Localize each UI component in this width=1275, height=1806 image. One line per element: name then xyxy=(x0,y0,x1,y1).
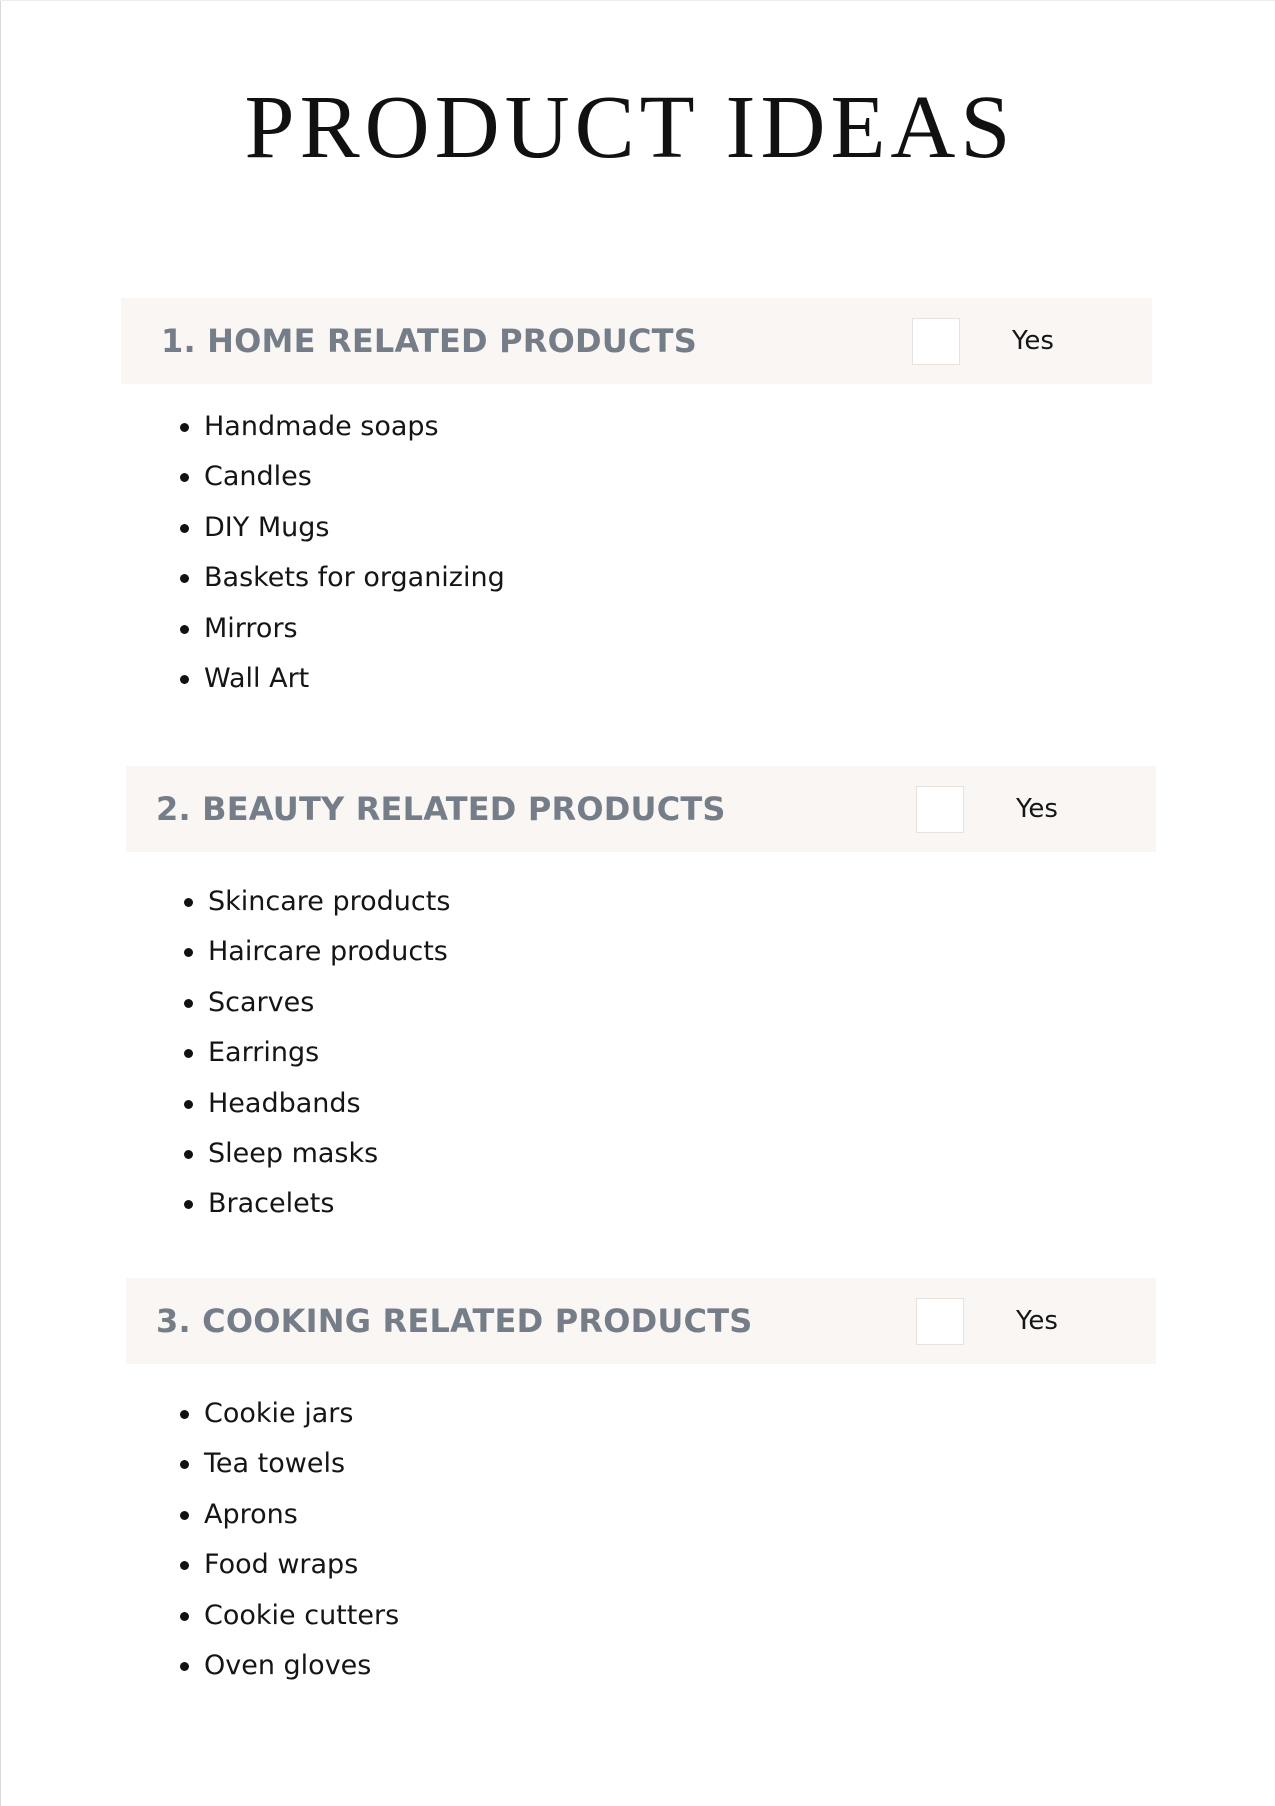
bullet-icon xyxy=(180,423,189,432)
page-title: PRODUCT IDEAS xyxy=(244,78,1016,177)
list-item xyxy=(184,978,450,1028)
item-text: Baskets for organizing xyxy=(204,562,505,594)
yes-checkbox[interactable] xyxy=(916,1298,964,1345)
bullet-icon xyxy=(180,1662,189,1671)
bullet-icon xyxy=(180,1460,189,1469)
bullet-icon xyxy=(180,1410,189,1419)
item-text: Haircare products xyxy=(208,936,448,968)
item-text: Scarves xyxy=(208,986,315,1018)
list-item xyxy=(184,927,450,977)
page-top-edge xyxy=(0,0,1275,1)
list-item xyxy=(184,1179,450,1229)
list-item xyxy=(180,1540,399,1590)
item-text: Wall Art xyxy=(204,662,310,694)
yes-label: Yes xyxy=(1016,1306,1058,1336)
list-item xyxy=(180,452,505,502)
item-list xyxy=(180,402,505,704)
item-list xyxy=(180,1389,399,1691)
bullet-icon xyxy=(184,1049,193,1058)
item-text: Candles xyxy=(204,461,312,493)
item-text: Cookie jars xyxy=(204,1398,354,1429)
list-item xyxy=(184,1129,450,1179)
section-heading: 1. HOME RELATED PRODUCTS xyxy=(161,322,697,360)
bullet-icon xyxy=(180,1511,189,1520)
item-text: Bracelets xyxy=(208,1188,335,1220)
list-item xyxy=(180,604,505,654)
list-item xyxy=(180,402,505,452)
list-item xyxy=(184,877,450,927)
bullet-icon xyxy=(184,999,193,1008)
item-text: Skincare products xyxy=(208,886,451,917)
page-left-edge xyxy=(0,0,1,1806)
item-text: Headbands xyxy=(208,1087,361,1119)
item-text: Cookie cutters xyxy=(204,1599,400,1631)
section-heading: 3. COOKING RELATED PRODUCTS xyxy=(156,1302,753,1340)
section-heading: 2. BEAUTY RELATED PRODUCTS xyxy=(156,790,726,828)
yes-label: Yes xyxy=(1012,326,1054,356)
list-item xyxy=(180,553,505,603)
item-text: Food wraps xyxy=(204,1549,359,1581)
bullet-icon xyxy=(180,524,189,533)
list-item xyxy=(180,1439,399,1489)
section-header-band xyxy=(126,766,1156,852)
yes-label: Yes xyxy=(1016,794,1058,824)
item-list xyxy=(184,877,450,1230)
list-item xyxy=(180,654,505,704)
bullet-icon xyxy=(180,625,189,634)
list-item xyxy=(180,1490,399,1540)
list-item xyxy=(180,1591,399,1641)
list-item xyxy=(184,1028,450,1078)
bullet-icon xyxy=(180,1561,189,1570)
bullet-icon xyxy=(180,574,189,583)
list-item xyxy=(180,1389,399,1439)
item-text: DIY Mugs xyxy=(204,511,330,543)
section-header-band xyxy=(126,1278,1156,1364)
section-header-band xyxy=(121,298,1152,384)
item-text: Handmade soaps xyxy=(204,411,439,442)
bullet-icon xyxy=(180,473,189,482)
bullet-icon xyxy=(184,1100,193,1109)
list-item xyxy=(180,503,505,553)
bullet-icon xyxy=(180,675,189,684)
item-text: Mirrors xyxy=(204,612,298,644)
yes-checkbox[interactable] xyxy=(916,786,964,833)
item-text: Aprons xyxy=(204,1498,298,1530)
item-text: Sleep masks xyxy=(208,1137,379,1169)
bullet-icon xyxy=(184,898,193,907)
bullet-icon xyxy=(184,1200,193,1209)
list-item xyxy=(180,1641,399,1691)
list-item xyxy=(184,1079,450,1129)
yes-checkbox[interactable] xyxy=(912,318,960,365)
item-text: Oven gloves xyxy=(204,1649,372,1681)
item-text: Tea towels xyxy=(204,1448,346,1480)
bullet-icon xyxy=(184,948,193,957)
item-text: Earrings xyxy=(208,1037,320,1069)
bullet-icon xyxy=(184,1150,193,1159)
bullet-icon xyxy=(180,1612,189,1621)
